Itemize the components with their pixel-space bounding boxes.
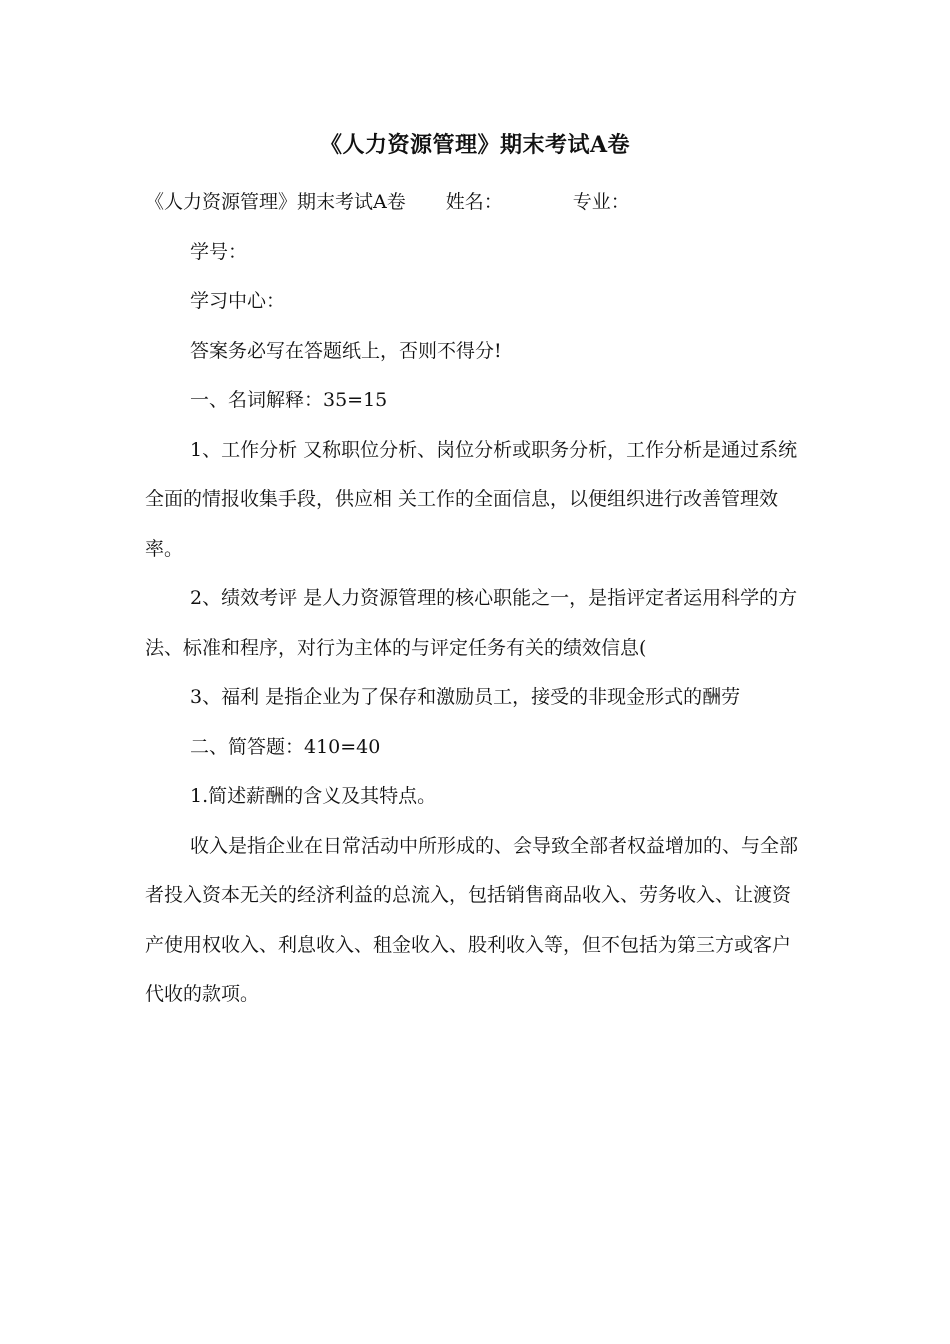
section-heading-short-answer: 二、简答题：410=40 [190, 735, 381, 758]
major-field-label: 专业： [572, 191, 630, 213]
question-1: 1.简述薪酬的含义及其特点。 [190, 785, 437, 807]
document-title: 《人力资源管理》期末考试A卷 [319, 132, 631, 158]
answer-notice: 答案务必写在答题纸上，否则不得分! [190, 339, 502, 362]
section-heading-terms: 一、名词解释：35=15 [190, 389, 388, 411]
exam-name-text: 《人力资源管理》期末考试A卷 [145, 191, 406, 213]
exam-header-line [145, 178, 805, 228]
name-field-label: 姓名： [445, 191, 503, 213]
study-center-label: 学习中心： [190, 290, 286, 312]
answer-1: 收入是指企业在日常活动中所形成的、会导致全部者权益增加的、与全部者投入资本无关的经济利益的总流入，包括销售商品收入、劳务收入、让渡资产使用权收入、利息收入、租金收入、股利收入等，但不包括为第三方或客户代收的款项。 [145, 834, 799, 1005]
term-item-welfare: 3、福利 是指企业为了保存和激励员工，接受的非现金形式的酬劳 [190, 686, 741, 708]
student-id-label: 学号： [190, 240, 248, 263]
document-body [145, 178, 805, 1020]
term-item-job-analysis: 1、工作分析 又称职位分析、岗位分析或职务分析，工作分析是通过系统全面的情报收集手段，供应相 关工作的全面信息，以便组织进行改善管理效率。 [145, 438, 798, 560]
term-item-performance: 2、绩效考评 是人力资源管理的核心职能之一，是指评定者运用科学的方法、标准和程序，对行为主体的与评定任务有关的绩效信息( [145, 587, 798, 659]
